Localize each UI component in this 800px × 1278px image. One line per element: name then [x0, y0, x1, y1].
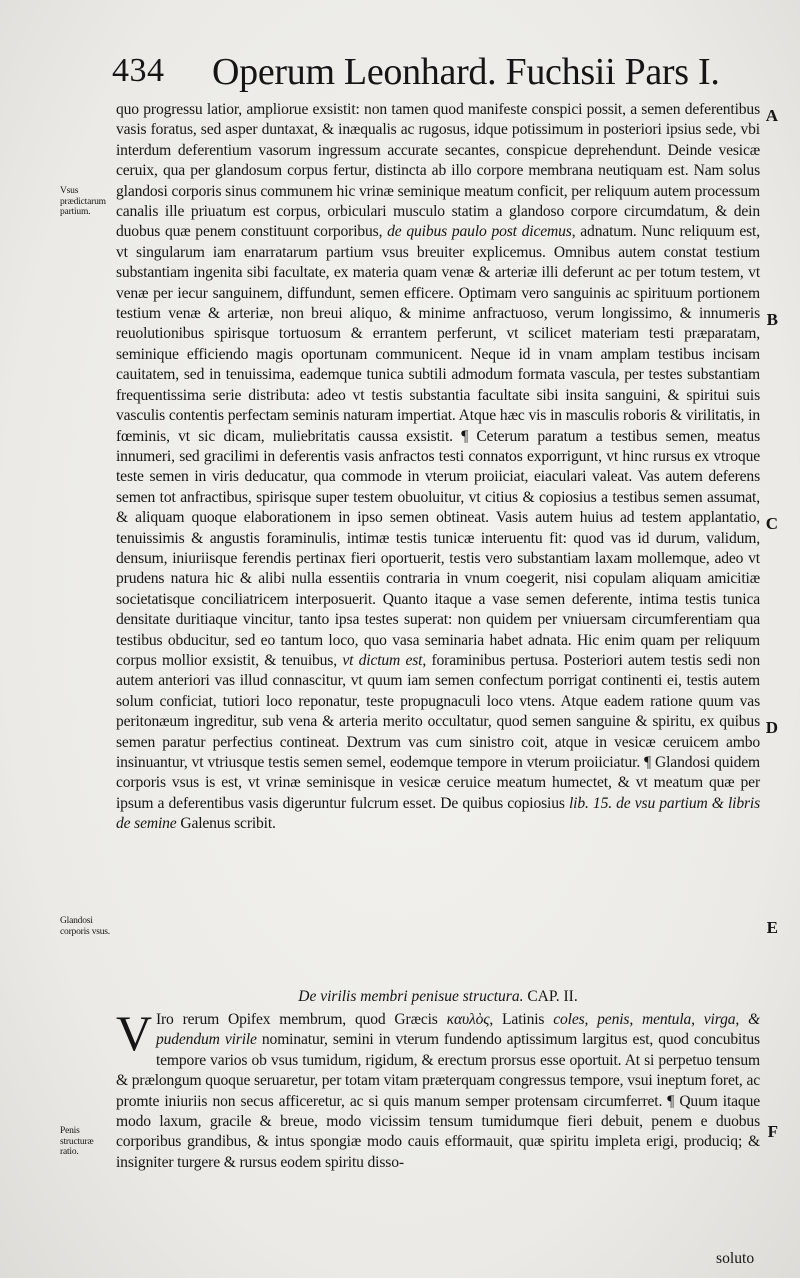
running-head: Operum Leonhard. Fuchsii Pars I. — [212, 51, 720, 93]
main-text — [116, 100, 760, 835]
margin-note-glandosi: Glandosi corporis vsus. — [60, 916, 110, 937]
margin-note-penis: Penis structuræ ratio. — [60, 1126, 94, 1157]
greek-word: καυλὸς — [446, 1011, 490, 1028]
catchword: soluto — [716, 1250, 755, 1267]
margin-letter-f: F — [767, 1122, 778, 1141]
italic-reference: lib. 15. de vsu partium & libris de semine — [116, 794, 760, 833]
italic-phrase: de quibus paulo post dicemus — [387, 223, 572, 241]
margin-letter-c: C — [765, 514, 778, 533]
margin-letter-e: E — [766, 918, 778, 937]
margin-letter-b: B — [766, 310, 778, 329]
page-number: 434 — [112, 52, 165, 89]
chapter-title: De virilis membri penisue structura. CAP. II. — [298, 988, 578, 1005]
margin-note-usus: Vsus prædictarum partium. — [60, 186, 106, 217]
margin-letter-a: A — [765, 106, 778, 125]
italic-terms: coles, penis, mentula, virga, & pudendum virile — [155, 1011, 760, 1049]
italic-phrase: vt dictum est — [342, 651, 423, 669]
page-header — [112, 50, 720, 98]
chapter-text: V Iro rerum Opifex membrum, quod Græcis καυλὸς, Latinis coles, penis, mentula, virga, & pudendum virile nominatur, semini in vterum fundendo aptissimum largitus est, quod concubitus tempore varios ob vsus tumidum, rigidum, & erectum prorsus esse oportuit. At si perpetuo tensum & prælongum quoque seruaretur, per totam vitam præterquam congressus tempore, vsui ineptum foret, ac promte iniuriis non secus afficeretur, ac si quis manum semper protensam circumferret. ¶ Quum itaque modo laxum, gracile & breue, modo vicissim tensum tumidumque fieri debuit, penem e duobus corporibus grandibus, & intus spongiæ modo cauis efformauit, quæ spiritu impleta erigi, produciq; & insigniter turgere & rursus eodem spiritu disso- — [116, 1005, 760, 1171]
drop-cap: V — [116, 1005, 152, 1061]
paragraph-1: quo progressu latior, ampliorue exsistit: non tamen quod manifeste conspici possit, a semen deferentibus vasis foratus, sed asper duntaxat, & inæqualis ac rugosus, idque potissimum in posteriori ipsius sede, vbi interdum deferentium vasorum ingressum accurate secantes, conspicue deprehendunt. Deinde vesicæ ceruix, qua per glandosum corpus fertur, distincta ab illo corpore membrana neutiquam est. Nam solus glandosi corporis sinus communem hic vrinæ seminique meatum conficit, per reliquum autem processum canalis ille priuatum est corpus, orbiculari musculo statim a glandoso corpore circumdatum, & dein duobus quæ penem constituunt corporibus, de quibus paulo post dicemus, adnatum. Nunc reliquum est, vt singularum iam enarratarum partium vsus breuiter explicemus. Omnibus autem constat testium substantiam ingenita sibi facultate, ex materia quam venæ & arteriæ illi deferunt ac per totum testem, vt venæ per iecur sanguinem, diffundunt, semen efficere. Optimam vero sanguinis ac spirituum portionem testium venæ & arteriæ, non breui aliquo, & minime anfractuoso, verum longissimo, & innumeris reuolutionibus spirisque tortuosum & errantem perferunt, vt scilicet materiam testi præparatam, seminique efficiendo magis oportunam communicent. Neque id in vnam amplam testibus incisam cauitatem, sed in tenuissima, eademque tunica subtili admodum formata vascula, per testes substantiam frequentissima serie distributa: adeo vt testis substantia facultate sibi insita sanguini, & spiritui suis vasculis contentis perfectam seminis naturam impertiat. Atque hæc vis in masculis roboris & virilitatis, in fœminis, vt sic dicam, muliebritatis caussa exsistit. ¶ Ceterum paratum a testibus semen, meatus innumeri, sed gracilimi in deferentis vasis anfractos testi connatos exporrigunt, vt hinc rursus ex vtroque teste semen in viris deducatur, qua commode in vterum proiiciat, eiaculari valeat. Vas autem deferens semen tot anfractibus, spirisque super testem obuoluitur, vt citius & copiosius a testibus semen assumat, & aliquam quoque elaborationem in ipso semen obtineat. Vasis autem huius ad testem applantatio, tenuissimis & angustis foraminulis, intimæ testis tunicæ interuentu fit: quod vas id durum, validum, densum, iniuriisque ferendis pertinax fieri oportuerit, testis vero substantiam laxam mollemque, adeo vt prudens natura hic & alibi nulla essentiis contraria in vnum coegerit, nisi copulam aliquam amicitiæ societatisque conciliatricem interposuerit. Quanto itaque a vase semen deferente, intima testis tunica densitate duritiaque vincitur, tanto ipsa testes superat: non quidem per vniuersam circumferentiam qua testibus obducitur, sed eo tantum loco, quo vasa seminaria habet adnata. Hic enim quam per reliquum corpus mollior exsistit, & tenuibus, vt dictum est, foraminibus pertusa. Posteriori autem testis sedi non autem anteriori vas illud connascitur, vt quum iam semen confectum porrigat continenti ei, testis autem solum conficiat, tutiori loco reponatur, teste propugnaculi loco vtens. Atque eadem ratione quum vas peritonæum ingreditur, sub vena & arteria merito occultatur, quod semen sanguine & spiritu, ex quibus semen paratur perfectius contineat. Dextrum vas cum sinistro coit, atque in vesicæ ceruicem ambo insinuantur, vt vtriusque testis semen semel, eodemque tempore in vterum proiiciatur. ¶ Glandosi quidem corporis vsus is est, vt vrinæ seminisque in vesicæ ceruice meatum humectet, & vt meatum quæ per ipsum a deferentibus vasis digeruntur fulcrum esset. De quibus copiosius lib. 15. de vsu partium & libris de semine Galenus scribit. — [116, 101, 761, 833]
margin-letter-d: D — [765, 718, 778, 737]
